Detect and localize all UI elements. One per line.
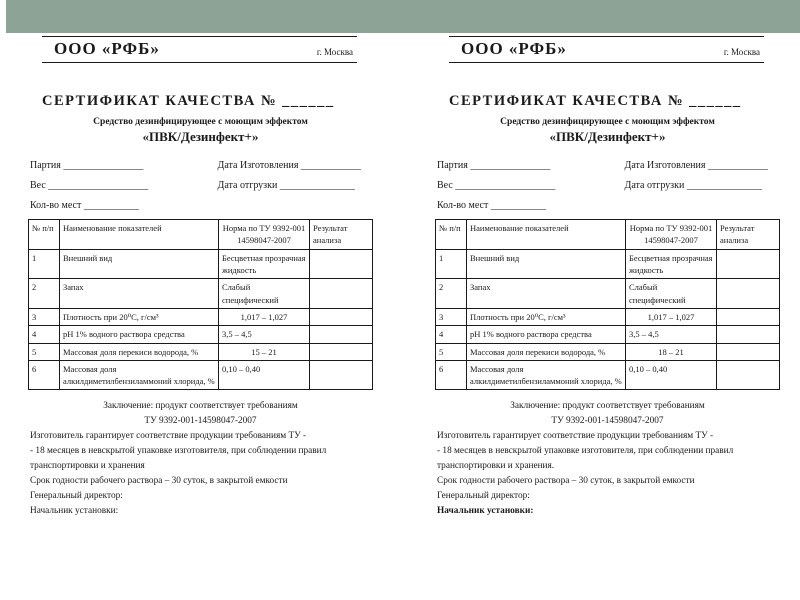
row-result — [717, 360, 780, 390]
slide-accent-bar — [6, 0, 800, 33]
row-num: 3 — [436, 308, 467, 325]
row-num: 5 — [436, 343, 467, 360]
city-label: г. Москва — [723, 47, 760, 57]
field-ship-date: Дата отгрузки _______________ — [217, 180, 355, 191]
table-row — [29, 279, 373, 309]
row-num: 3 — [29, 308, 60, 325]
table-row — [436, 279, 780, 309]
table-row — [436, 360, 780, 390]
row-name: Плотность при 20⁰С, г/см³ — [467, 308, 626, 325]
certificate-panel — [28, 36, 373, 518]
row-result — [310, 249, 373, 279]
row-name: Массовая доля перекиси водорода, % — [60, 343, 219, 360]
field-spacer — [625, 200, 778, 211]
row-norm: Слабый специфический — [219, 279, 310, 309]
field-weight: Вес ____________________ — [437, 180, 556, 191]
city-label: г. Москва — [316, 47, 353, 57]
table-row — [29, 343, 373, 360]
field-weight: Вес ____________________ — [30, 180, 149, 191]
row-name: Плотность при 20⁰С, г/см³ — [60, 308, 219, 325]
spec-table — [435, 219, 780, 390]
warranty-line-2: - 18 месяцев в невскрытой упаковке изготовителя, при соблюдении правил транспортировки и хранения — [30, 446, 327, 471]
warranty-line-1: Изготовитель гарантирует соответствие продукции требованиям ТУ - — [30, 431, 307, 442]
conclusion-line-2: ТУ 9392-001-14598047-2007 — [551, 416, 664, 427]
warranty-line-1: Изготовитель гарантирует соответствие продукции требованиям ТУ - — [437, 431, 714, 442]
row-norm: 0,10 – 0,40 — [626, 360, 717, 390]
form-fields — [30, 160, 371, 211]
shelf-life-line: Срок годности рабочего раствора – 30 суток, в закрытой емкости — [30, 475, 288, 486]
row-num: 1 — [436, 249, 467, 279]
row-num: 4 — [436, 326, 467, 343]
row-result — [717, 343, 780, 360]
certificate-panel — [435, 36, 780, 518]
table-row — [29, 326, 373, 343]
row-result — [310, 326, 373, 343]
field-mfg-date: Дата Изготовления ____________ — [624, 160, 768, 171]
row-result — [717, 308, 780, 325]
company-name: ООО «РФБ» — [461, 39, 567, 58]
row-norm: 15 – 21 — [219, 343, 310, 360]
row-norm: 18 – 21 — [626, 343, 717, 360]
header-name: Наименование показателей — [60, 220, 219, 250]
header-result: Результат анализа — [717, 220, 780, 250]
certificate-title: СЕРТИФИКАТ КАЧЕСТВА № ______ — [449, 93, 742, 109]
header-name: Наименование показателей — [467, 220, 626, 250]
conclusion-line-1: Заключение: продукт соответствует требованиям — [103, 401, 298, 412]
shelf-life-line: Срок годности рабочего раствора – 30 суток, в закрытой емкости — [437, 475, 695, 486]
header-norm: Норма по ТУ 9392-001 14598047-2007 — [626, 220, 717, 250]
row-name: Внешний вид — [467, 249, 626, 279]
table-row — [436, 326, 780, 343]
row-num: 1 — [29, 249, 60, 279]
certificate-footer — [435, 399, 780, 518]
header-num: № п/п — [436, 220, 467, 250]
product-subtitle: Средство дезинфицирующее с моющим эффектом — [500, 117, 715, 127]
field-spacer — [218, 200, 371, 211]
table-row — [29, 360, 373, 390]
head-of-unit-line: Начальник установки: — [437, 505, 534, 516]
table-row — [29, 249, 373, 279]
row-norm: Бесцветная прозрачная жидкость — [219, 249, 310, 279]
row-result — [310, 360, 373, 390]
row-name: Массовая доля перекиси водорода, % — [467, 343, 626, 360]
table-header-row — [29, 220, 373, 250]
certificate-footer — [28, 399, 373, 518]
panels-row — [28, 36, 800, 518]
row-num: 6 — [436, 360, 467, 390]
row-norm: 0,10 – 0,40 — [219, 360, 310, 390]
product-name: «ПВК/Дезинфект+» — [142, 129, 259, 144]
row-result — [310, 308, 373, 325]
director-line: Генеральный директор: — [30, 490, 123, 501]
field-batch: Партия ________________ — [437, 160, 551, 171]
row-result — [717, 249, 780, 279]
certificate-title: СЕРТИФИКАТ КАЧЕСТВА № ______ — [42, 93, 335, 109]
product-name: «ПВК/Дезинфект+» — [549, 129, 666, 144]
row-name: Запах — [467, 279, 626, 309]
row-result — [310, 279, 373, 309]
row-result — [310, 343, 373, 360]
table-row — [436, 343, 780, 360]
field-batch: Партия ________________ — [30, 160, 144, 171]
row-result — [717, 279, 780, 309]
row-num: 6 — [29, 360, 60, 390]
field-places: Кол-во мест ___________ — [30, 200, 139, 211]
row-name: Массовая доля алкилдиметилбензиламмоний хлорида, % — [60, 360, 219, 390]
row-norm: 3,5 – 4,5 — [626, 326, 717, 343]
row-norm: 1,017 – 1,027 — [626, 308, 717, 325]
table-header-row — [436, 220, 780, 250]
field-places: Кол-во мест ___________ — [437, 200, 546, 211]
company-name: ООО «РФБ» — [54, 39, 160, 58]
row-num: 2 — [436, 279, 467, 309]
row-name: Массовая доля алкилдиметилбензиламмоний хлорида, % — [467, 360, 626, 390]
warranty-line-2: - 18 месяцев в невскрытой упаковке изготовителя, при соблюдении правил транспортировки и хранения. — [437, 446, 734, 471]
field-ship-date: Дата отгрузки _______________ — [624, 180, 762, 191]
conclusion-line-2: ТУ 9392-001-14598047-2007 — [144, 416, 257, 427]
header-norm: Норма по ТУ 9392-001 14598047-2007 — [219, 220, 310, 250]
table-row — [29, 308, 373, 325]
row-name: рН 1% водного раствора средства — [60, 326, 219, 343]
certificate-header — [449, 36, 764, 63]
row-name: рН 1% водного раствора средства — [467, 326, 626, 343]
row-norm: Бесцветная прозрачная жидкость — [626, 249, 717, 279]
row-name: Внешний вид — [60, 249, 219, 279]
table-row — [436, 308, 780, 325]
certificate-header — [42, 36, 357, 63]
row-norm: Слабый специфический — [626, 279, 717, 309]
header-num: № п/п — [29, 220, 60, 250]
row-num: 2 — [29, 279, 60, 309]
header-result: Результат анализа — [310, 220, 373, 250]
field-mfg-date: Дата Изготовления ____________ — [217, 160, 361, 171]
row-num: 5 — [29, 343, 60, 360]
head-of-unit-line: Начальник установки: — [30, 505, 119, 516]
row-result — [717, 326, 780, 343]
conclusion-line-1: Заключение: продукт соответствует требованиям — [510, 401, 705, 412]
row-num: 4 — [29, 326, 60, 343]
row-norm: 3,5 – 4,5 — [219, 326, 310, 343]
form-fields — [437, 160, 778, 211]
spec-table — [28, 219, 373, 390]
product-subtitle: Средство дезинфицирующее с моющим эффектом — [93, 117, 308, 127]
director-line: Генеральный директор: — [437, 490, 530, 501]
table-row — [436, 249, 780, 279]
row-norm: 1,017 – 1,027 — [219, 308, 310, 325]
row-name: Запах — [60, 279, 219, 309]
